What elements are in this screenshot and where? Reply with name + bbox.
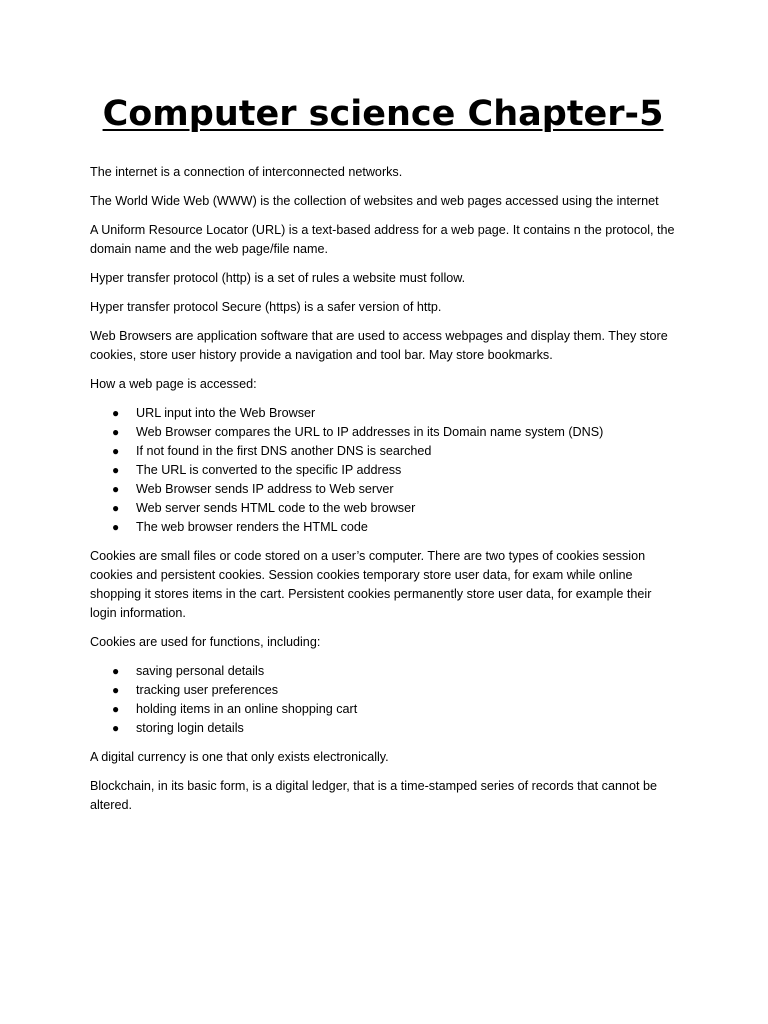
bullet-icon: ● bbox=[112, 702, 120, 716]
list-item-text: tracking user preferences bbox=[136, 683, 279, 697]
bullet-icon: ● bbox=[112, 482, 120, 496]
list-item bbox=[90, 681, 676, 700]
list-item bbox=[90, 404, 676, 423]
bullet-icon: ● bbox=[112, 406, 120, 420]
bullet-icon: ● bbox=[112, 463, 120, 477]
list-item bbox=[90, 423, 676, 442]
list-item bbox=[90, 499, 676, 518]
paragraph-www: The World Wide Web (WWW) is the collection of websites and web pages accessed using the internet bbox=[90, 194, 659, 208]
list-item bbox=[90, 480, 676, 499]
document-page bbox=[90, 0, 690, 1024]
bullet-icon: ● bbox=[112, 664, 120, 678]
page-title: Computer science Chapter-5 bbox=[102, 94, 664, 134]
cookie-functions-list bbox=[90, 662, 676, 738]
bullet-icon: ● bbox=[112, 444, 120, 458]
list-item bbox=[90, 461, 676, 480]
list-item bbox=[90, 700, 676, 719]
list-item-text: Web Browser compares the URL to IP addresses in its Domain name system (DNS) bbox=[136, 425, 604, 439]
list-item bbox=[90, 719, 676, 738]
paragraph-how-accessed: How a web page is accessed: bbox=[90, 377, 257, 391]
bullet-icon: ● bbox=[112, 683, 120, 697]
paragraph-url: A Uniform Resource Locator (URL) is a text-based address for a web page. It contains n the protocol, the domain name and the web page/file name. bbox=[90, 223, 675, 256]
bullet-icon: ● bbox=[112, 501, 120, 515]
list-item-text: If not found in the first DNS another DNS is searched bbox=[136, 444, 432, 458]
paragraph-cookies: Cookies are small files or code stored on a user’s computer. There are two types of cookies session cookies and persistent cookies. Session cookies temporary store user data, for exam while online shopping it stores items in the cart. Persistent cookies permanently store user data, for example their login information. bbox=[90, 549, 652, 620]
list-item-text: The web browser renders the HTML code bbox=[136, 520, 368, 534]
paragraph-cookie-functions: Cookies are used for functions, including: bbox=[90, 635, 321, 649]
list-item-text: Web Browser sends IP address to Web server bbox=[136, 482, 394, 496]
bullet-icon: ● bbox=[112, 520, 120, 534]
list-item bbox=[90, 662, 676, 681]
list-item-text: URL input into the Web Browser bbox=[136, 406, 316, 420]
bullet-icon: ● bbox=[112, 425, 120, 439]
paragraph-digital-currency: A digital currency is one that only exists electronically. bbox=[90, 750, 389, 764]
paragraph-web-browsers: Web Browsers are application software that are used to access webpages and display them. They store cookies, store user history provide a navigation and tool bar. May store bookmarks. bbox=[90, 329, 668, 362]
list-item bbox=[90, 518, 676, 537]
list-item-text: Web server sends HTML code to the web browser bbox=[136, 501, 416, 515]
list-item bbox=[90, 442, 676, 461]
paragraph-http: Hyper transfer protocol (http) is a set of rules a website must follow. bbox=[90, 271, 466, 285]
list-item-text: holding items in an online shopping cart bbox=[136, 702, 358, 716]
document-body bbox=[90, 163, 676, 825]
paragraph-internet: The internet is a connection of interconnected networks. bbox=[90, 165, 403, 179]
list-item-text: storing login details bbox=[136, 721, 244, 735]
access-steps-list bbox=[90, 404, 676, 537]
list-item-text: saving personal details bbox=[136, 664, 265, 678]
paragraph-https: Hyper transfer protocol Secure (https) is a safer version of http. bbox=[90, 300, 442, 314]
paragraph-blockchain: Blockchain, in its basic form, is a digital ledger, that is a time-stamped series of records that cannot be altered. bbox=[90, 779, 657, 812]
list-item-text: The URL is converted to the specific IP address bbox=[136, 463, 402, 477]
bullet-icon: ● bbox=[112, 721, 120, 735]
